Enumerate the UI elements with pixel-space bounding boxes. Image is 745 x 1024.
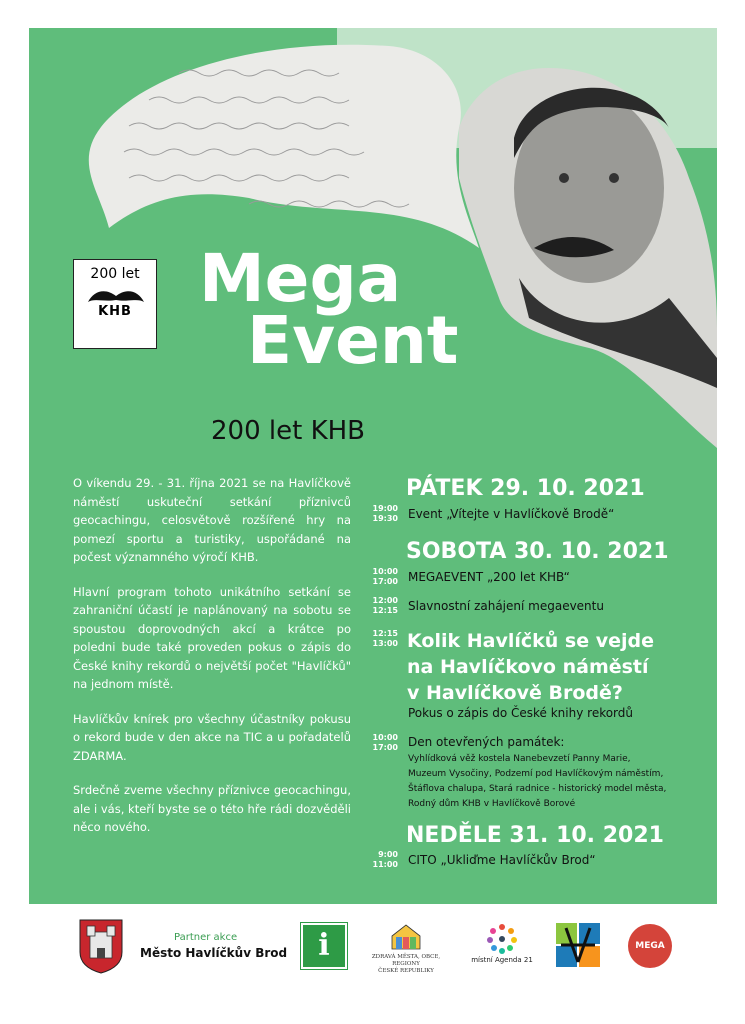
house-icon bbox=[388, 922, 424, 950]
main-title bbox=[199, 240, 459, 379]
sunday-event-1: CITO „Ukliďme Havlíčkův Brod“ bbox=[408, 853, 596, 867]
info-icon: i bbox=[301, 923, 347, 969]
intro-paragraph-3: Havlíčkův knírek pro všechny účastníky pokusu o rekord bude v den akce na TIC a u pořadatelů ZDARMA. bbox=[73, 711, 351, 763]
partner-label: Partner akce bbox=[174, 932, 238, 943]
title-line1: Mega bbox=[199, 240, 402, 317]
friday-slot-1: 19:00 19:30 bbox=[372, 504, 398, 523]
intro-paragraph-1: O víkendu 29. - 31. října 2021 se na Havlíčkově náměstí uskuteční setkání příznivců geocachingu, celosvětově rozšířené hry na pomezí sportu a turistiky, uspořádané na počest významného výročí KHB. bbox=[73, 476, 351, 564]
saturday-event-4: Den otevřených památek: bbox=[408, 735, 565, 749]
saturday-event-3: Pokus o zápis do České knihy rekordů bbox=[408, 706, 634, 720]
saturday-event-1: MEGAEVENT „200 let KHB“ bbox=[408, 570, 570, 584]
dots-icon bbox=[484, 922, 520, 954]
friday-heading: PÁTEK 29. 10. 2021 bbox=[406, 476, 645, 501]
poster-background bbox=[29, 28, 717, 904]
agenda21-logo bbox=[470, 922, 534, 964]
agenda-label: místní Agenda 21 bbox=[471, 956, 533, 964]
zdrava-caption-1: ZDRAVÁ MĚSTA, OBCE, REGIONY bbox=[371, 954, 441, 967]
saturday-slot-3: 12:15 13:00 bbox=[372, 629, 398, 648]
saturday-heading: SOBOTA 30. 10. 2021 bbox=[406, 539, 669, 564]
sunday-heading: NEDĚLE 31. 10. 2021 bbox=[406, 823, 664, 848]
saturday-slot-1: 10:00 17:00 bbox=[372, 567, 398, 586]
city-crest-icon bbox=[78, 918, 124, 974]
intro-paragraph-2: Hlavní program tohoto unikátního setkání se zahraniční účastí je naplánovaný na sobotu se spoustou doprovodných akcí a krátce po poledni bude také proveden pokus o zápis do České knihy rekordů o největší počet "Havlíčků" na jednom místě. bbox=[73, 584, 351, 691]
zdrava-mesta-logo bbox=[366, 922, 446, 976]
saturday-slot-2: 12:00 12:15 bbox=[372, 596, 398, 615]
logo-line1: 200 let bbox=[90, 266, 140, 282]
record-question: Kolik Havlíčků se vejde na Havlíčkovo náměstí v Havlíčkově Brodě? bbox=[407, 630, 654, 704]
saturday-slot-4: 10:00 17:00 bbox=[372, 733, 398, 752]
intro-paragraph-4: Srdečně zveme všechny příznivce geocachingu, ale i vás, kteří byste se o této hře rádi dozvěděli něco nového. bbox=[73, 783, 351, 834]
zdrava-caption-2: ČESKÉ REPUBLIKY bbox=[378, 968, 434, 974]
subtitle: 200 let KHB bbox=[211, 416, 366, 446]
sunday-slot-1: 9:00 11:00 bbox=[372, 850, 398, 869]
title-line2: Event bbox=[247, 302, 459, 379]
mega-logo: MEGA bbox=[628, 924, 672, 968]
friday-event-1: Event „Vítejte v Havlíčkově Brodě“ bbox=[408, 507, 615, 521]
mustache-icon bbox=[86, 288, 146, 308]
200-let-khb-logo bbox=[73, 259, 157, 349]
intro-text bbox=[73, 474, 351, 853]
partner-name: Město Havlíčkův Brod bbox=[140, 946, 288, 960]
logo-line2: KHB bbox=[98, 304, 132, 319]
portrait-havlicek bbox=[29, 28, 717, 448]
monument-list: Vyhlídková věž kostela Nanebevzetí Panny Marie, Muzeum Vysočiny, Podzemí pod Havlíčkovým náměstím, Štáflova chalupa, Stará radnice - historický model města, Rodný dům KHB v Havlíčkově Borové bbox=[408, 754, 667, 809]
geocaching-logo-icon bbox=[555, 922, 601, 968]
saturday-event-2: Slavnostní zahájení megaeventu bbox=[408, 599, 604, 613]
